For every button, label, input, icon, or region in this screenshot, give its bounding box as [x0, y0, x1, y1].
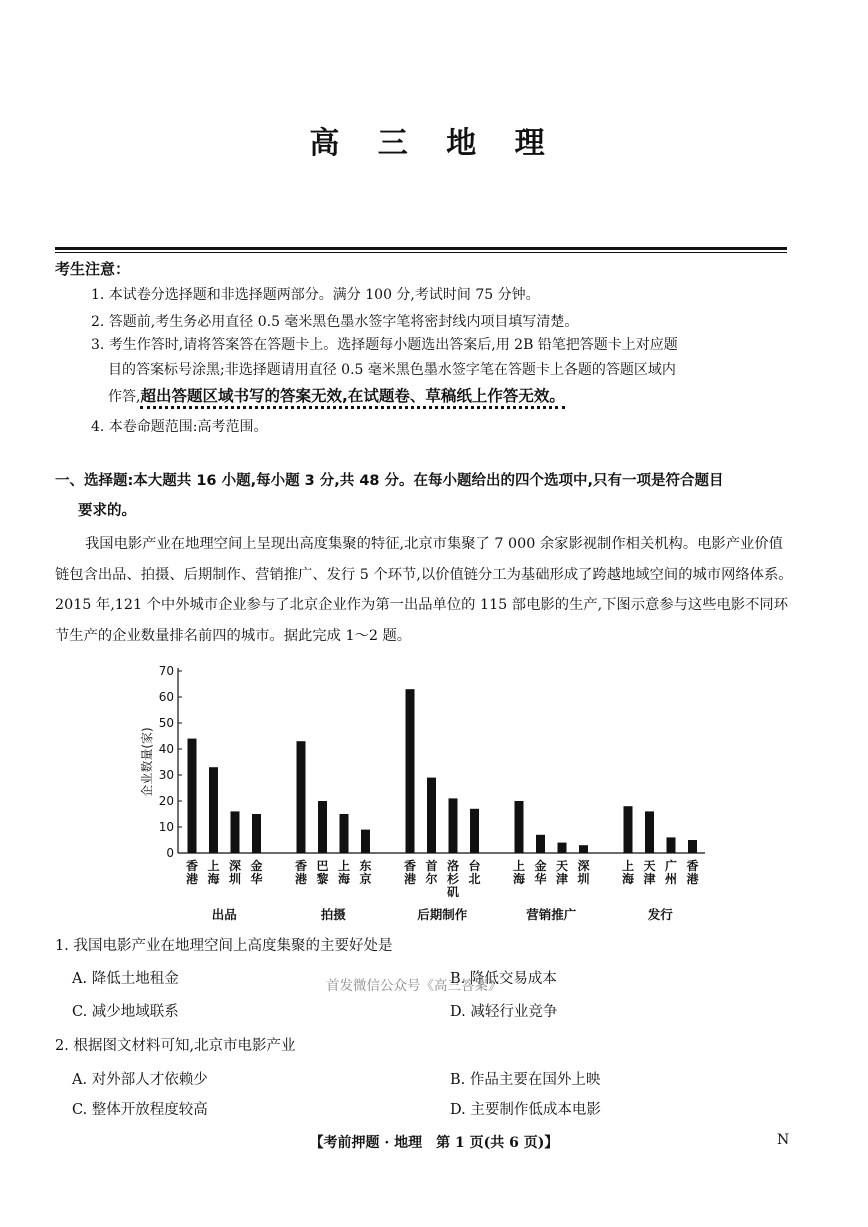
- bar-2-2: [318, 801, 327, 853]
- city-label: 港: [294, 872, 308, 886]
- city-label: 上: [621, 859, 635, 873]
- city-label: 香: [403, 859, 417, 873]
- group-label: 营销推广: [526, 907, 577, 922]
- intro-paragraph: 我国电影产业在地理空间上呈现出高度集聚的特征,北京市集聚了 7 000 余家影视制作相关机构。电影产业价值链包含出品、拍摄、后期制作、营销推广、发行 5 个环节,以价值链分工为基础形成了跨越地域空间的城市网络体系。2015 年,121 个中外城市企业参与了北京企业作为第一出品单位的 115 部电影的生产,下图示意参与这些电影不同环节生产的企业数量排名前四的城市。据此完成 1～2 题。: [55, 536, 793, 644]
- city-label: 金: [250, 859, 263, 873]
- city-label: 津: [555, 872, 569, 886]
- city-label: 矶: [446, 885, 460, 899]
- bar-5-3: [667, 837, 676, 853]
- city-label: 尔: [425, 872, 438, 886]
- bar-4-2: [536, 835, 545, 853]
- city-label: 深: [228, 859, 242, 873]
- city-label: 香: [686, 859, 699, 873]
- city-label: 东: [359, 859, 372, 873]
- city-label: 津: [643, 872, 656, 886]
- city-label: 香: [185, 859, 199, 873]
- bar-2-3: [340, 814, 349, 853]
- y-axis-label: 企业数量(家): [140, 727, 154, 797]
- city-label: 京: [359, 872, 372, 886]
- header-rule: [55, 247, 787, 250]
- city-label: 上: [337, 859, 351, 873]
- bar-3-4: [470, 809, 479, 853]
- bar-5-1: [624, 806, 633, 853]
- bar-1-1: [188, 739, 197, 853]
- section-heading-line1: 一、选择题:本大题共 16 小题,每小题 3 分,共 48 分。在每小题给出的四个选项中,只有一项是符合题目: [55, 473, 724, 489]
- city-label: 香: [294, 859, 308, 873]
- question-1-option-b: B. 降低交易成本: [450, 971, 557, 987]
- bar-1-4: [252, 814, 261, 853]
- bar-5-4: [688, 840, 697, 853]
- city-label: 北: [468, 872, 481, 886]
- city-label: 港: [686, 872, 699, 886]
- watermark: 首发微信公众号《高三答案》: [326, 978, 502, 994]
- city-label: 洛: [446, 859, 460, 873]
- city-label: 海: [621, 872, 635, 886]
- question-1-option-a: A. 降低土地租金: [72, 971, 179, 987]
- header-rule-thin: [55, 252, 787, 253]
- notice-item-1: 1. 本试卷分选择题和非选择题两部分。满分 100 分,考试时间 75 分钟。: [91, 287, 540, 303]
- bar-3-3: [449, 798, 458, 853]
- city-label: 海: [512, 872, 526, 886]
- city-label: 华: [534, 872, 547, 886]
- notice-item-3-tail: 作答,: [108, 389, 141, 405]
- y-tick-label: 70: [158, 664, 174, 678]
- bar-5-2: [645, 811, 654, 853]
- bar-1-2: [209, 767, 218, 853]
- notice-item-3: 3. 考生作答时,请将答案答在答题卡上。选择题每小题选出答案后,用 2B 铅笔把答题卡上对应题: [91, 337, 678, 353]
- city-label: 海: [207, 872, 220, 886]
- question-2-option-b: B. 作品主要在国外上映: [450, 1072, 601, 1088]
- city-label: 金: [534, 859, 547, 873]
- question-1-option-d: D. 减轻行业竞争: [450, 1004, 558, 1020]
- group-label: 拍摄: [320, 907, 346, 922]
- bar-chart: [125, 658, 715, 928]
- y-tick-label: 10: [158, 820, 174, 834]
- notice-item-2: 2. 答题前,考生务必用直径 0.5 毫米黑色墨水签字笔将密封线内项目填写清楚。: [91, 314, 579, 330]
- section-heading-line2: 要求的。: [78, 503, 136, 519]
- city-label: 上: [207, 859, 220, 873]
- city-label: 港: [403, 872, 417, 886]
- footer-code: N: [777, 1132, 790, 1148]
- y-tick-label: 40: [158, 742, 174, 756]
- city-label: 上: [512, 859, 526, 873]
- city-label: 华: [250, 872, 263, 886]
- bar-1-3: [231, 811, 240, 853]
- notice-heading: 考生注意：: [55, 260, 131, 278]
- group-label: 后期制作: [417, 907, 468, 922]
- bar-2-4: [361, 830, 370, 853]
- page-title: 高 三 地 理: [309, 126, 559, 161]
- city-label: 港: [185, 872, 199, 886]
- group-label: 发行: [647, 907, 673, 922]
- city-label: 首: [425, 859, 438, 873]
- question-2-stem: 2. 根据图文材料可知,北京市电影产业: [55, 1038, 296, 1054]
- notice-item-3-end: [108, 383, 565, 411]
- question-1-option-c: C. 减少地域联系: [72, 1004, 179, 1020]
- city-label: 黎: [316, 872, 329, 886]
- y-tick-label: 30: [158, 768, 174, 782]
- section-heading: [55, 466, 795, 526]
- bar-3-2: [427, 778, 436, 853]
- group-label: 出品: [211, 907, 237, 922]
- bar-2-1: [297, 741, 306, 853]
- city-label: 圳: [228, 872, 242, 886]
- question-1-stem: 1. 我国电影产业在地理空间上高度集聚的主要好处是: [55, 938, 393, 954]
- city-label: 圳: [577, 872, 590, 886]
- city-label: 深: [577, 859, 590, 873]
- y-tick-label: 20: [158, 794, 174, 808]
- question-2-option-a: A. 对外部人才依赖少: [72, 1072, 208, 1088]
- notice-item-3-cont: 目的答案标号涂黑;非选择题请用直径 0.5 毫米黑色墨水签字笔在答题卡上各题的答题区域内: [108, 362, 676, 378]
- y-tick-label: 0: [166, 846, 174, 860]
- city-label: 天: [643, 859, 656, 873]
- city-label: 州: [664, 872, 678, 886]
- bar-3-1: [406, 689, 415, 853]
- question-2-option-d: D. 主要制作低成本电影: [450, 1102, 601, 1118]
- notice-item-4: 4. 本卷命题范围:高考范围。: [91, 419, 268, 435]
- bar-4-3: [558, 843, 567, 853]
- y-tick-label: 60: [158, 690, 174, 704]
- city-label: 巴: [316, 859, 329, 873]
- question-2-option-c: C. 整体开放程度较高: [72, 1102, 208, 1118]
- city-label: 天: [555, 859, 569, 873]
- notice-emphasis: 超出答题区域书写的答案无效,在试题卷、草稿纸上作答无效。: [140, 387, 564, 409]
- city-label: 广: [664, 859, 678, 873]
- y-tick-label: 50: [158, 716, 174, 730]
- page-footer: 【考前押题 · 地理 第 1 页(共 6 页)】: [309, 1135, 559, 1151]
- city-label: 杉: [446, 872, 460, 886]
- city-label: 海: [337, 872, 351, 886]
- bar-4-1: [515, 801, 524, 853]
- city-label: 台: [468, 859, 481, 873]
- bar-4-4: [579, 845, 588, 853]
